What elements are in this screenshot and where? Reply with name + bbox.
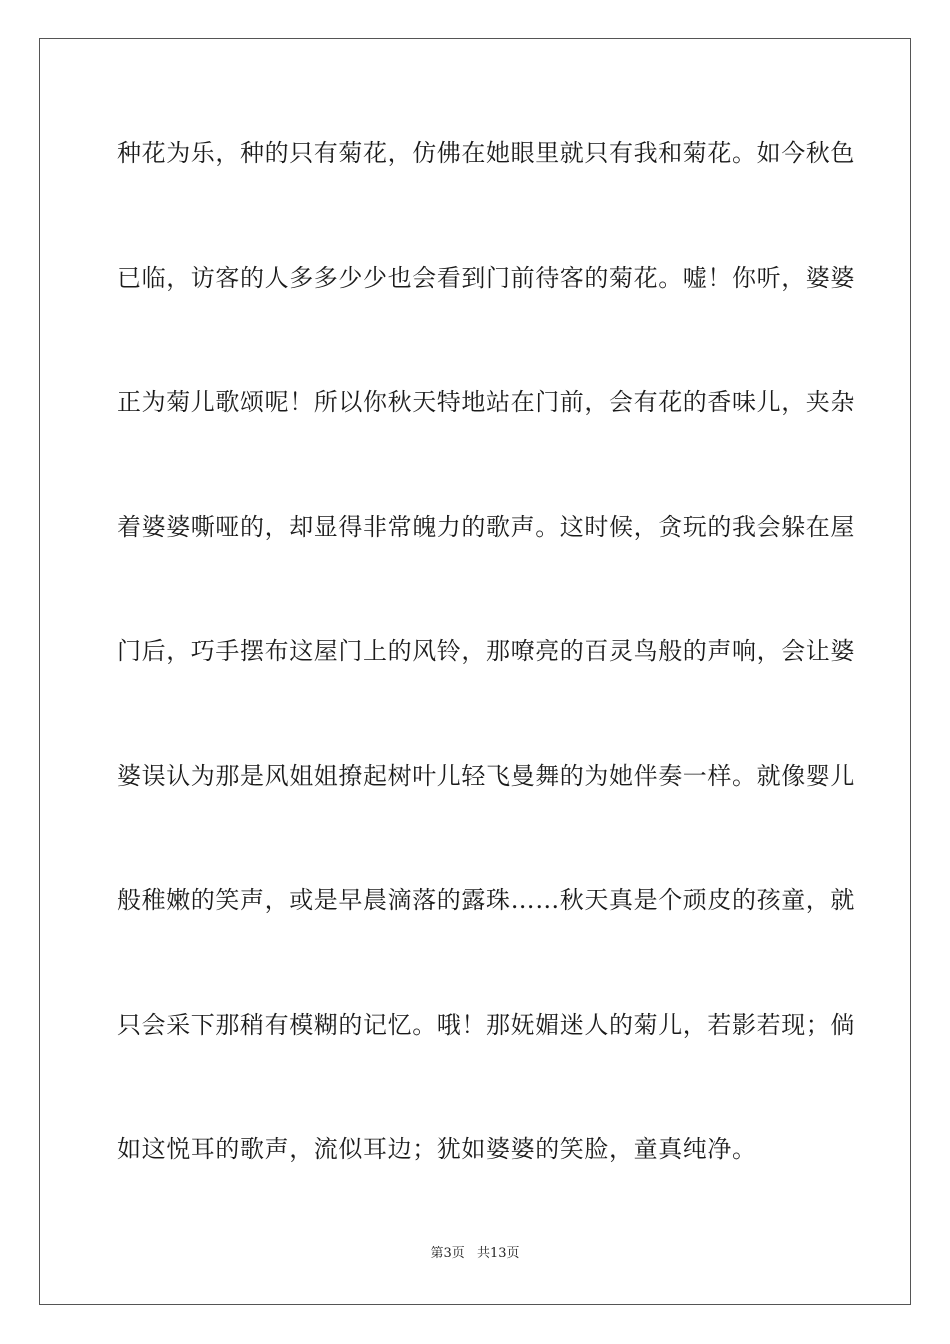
page-number: 第3页 [430,1246,465,1261]
body-text-line-4: 着婆婆嘶哑的，却显得非常魄力的歌声。这时候，贪玩的我会躲在屋 [117,513,855,541]
body-text-line-3: 正为菊儿歌颂呢！所以你秋天特地站在门前，会有花的香味儿，夹杂 [117,388,855,416]
body-text-line-1: 种花为乐，种的只有菊花，仿佛在她眼里就只有我和菊花。如今秋色 [117,139,855,167]
page-total: 共13页 [476,1246,520,1261]
body-text-line-7: 般稚嫩的笑声，或是早晨滴落的露珠……秋天真是个顽皮的孩童，就 [117,886,855,914]
body-text-line-9: 如这悦耳的歌声，流似耳边；犹如婆婆的笑脸，童真纯净。 [117,1135,757,1163]
body-text-line-8: 只会采下那稍有模糊的记忆。哦！那妩媚迷人的菊儿，若影若现；倘 [117,1011,855,1039]
body-text-line-2: 已临，访客的人多多少少也会看到门前待客的菊花。嘘！你听，婆婆 [117,264,855,292]
body-text-line-6: 婆误认为那是风姐姐撩起树叶儿轻飞曼舞的为她伴奏一样。就像婴儿 [117,762,855,790]
page-border [39,38,911,1305]
body-text-line-5: 门后，巧手摆布这屋门上的风铃，那嘹亮的百灵鸟般的声响，会让婆 [117,637,855,665]
page-footer [0,1245,950,1263]
